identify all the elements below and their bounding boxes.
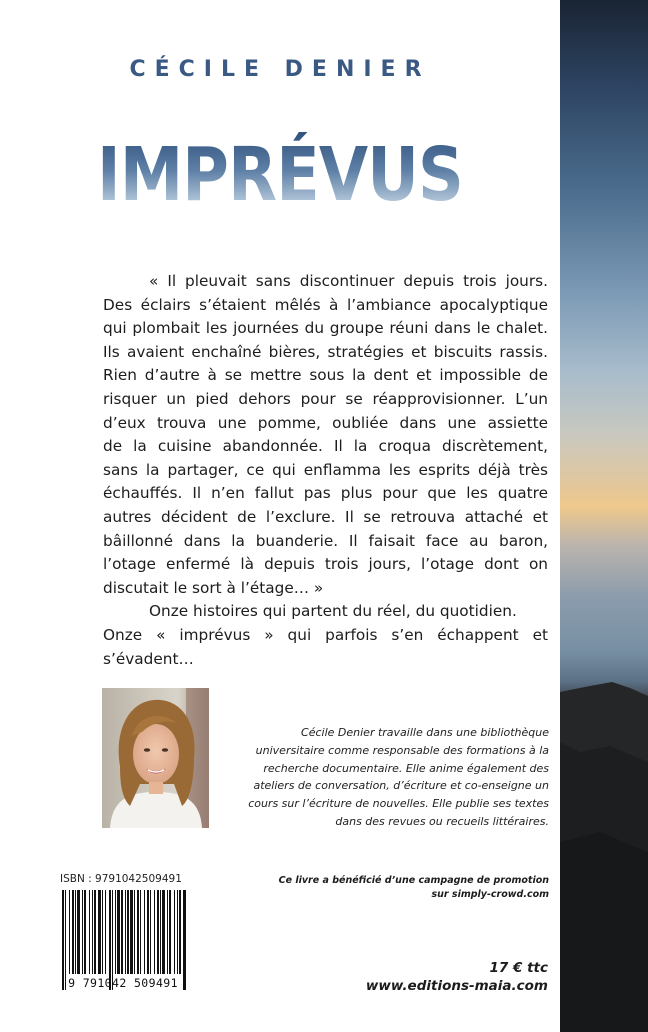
isbn-label: ISBN : 9791042509491 <box>60 873 182 885</box>
promotion-line: Ce livre a bénéficié d’une campagne de promotion <box>278 875 549 886</box>
bio-line: ateliers de conversation, d’écriture et co-enseigne un <box>253 779 549 793</box>
barcode-bar <box>92 890 93 974</box>
barcode-bar <box>105 890 106 974</box>
barcode-bar <box>98 890 101 974</box>
mountain-silhouette <box>560 682 648 1032</box>
barcode-bar <box>137 890 139 974</box>
barcode-bar <box>144 890 145 974</box>
barcode-bar <box>69 890 70 974</box>
blurb-line: Ils avaient enchaîné bières, stratégies et biscuits rassis. <box>103 342 548 361</box>
bio-line: Cécile Denier travaille dans une bibliothèque <box>301 726 549 739</box>
barcode-bar <box>62 890 64 990</box>
barcode-bar <box>130 890 133 974</box>
barcode-bar <box>140 890 141 974</box>
blurb-line: Onze « imprévus » qui parfois s’en échappent et <box>103 625 548 644</box>
barcode-bar <box>82 890 83 974</box>
barcode-bar <box>169 890 171 974</box>
barcode-bar <box>115 890 116 974</box>
barcode-bar <box>117 890 120 974</box>
author-photo <box>102 688 209 828</box>
bio-line: cours sur l’écriture de nouvelles. Elle publie ses textes <box>248 797 549 811</box>
promotion-line: sur simply-crowd.com <box>431 889 549 900</box>
blurb-line: d’eux trouva une pomme, oubliée dans une assiette <box>103 413 548 432</box>
barcode-bar <box>160 890 161 974</box>
author-portrait-image <box>102 688 209 828</box>
barcode-bar <box>162 890 165 974</box>
blurb-line: Des éclairs s’étaient mêlés à l’ambiance apocalyptique <box>103 295 548 314</box>
barcode-bar <box>134 890 135 974</box>
barcode-bar <box>72 890 74 974</box>
barcode-bar <box>177 890 178 974</box>
blurb-line: qui plombait les journées du groupe réuni dans le chalet. <box>103 319 548 338</box>
barcode-bar <box>127 890 129 974</box>
blurb-line: discutait le sort à l’étage… » <box>103 578 324 597</box>
barcode-bar <box>154 890 155 974</box>
barcode-bar <box>102 890 103 974</box>
barcode-bar <box>77 890 80 974</box>
barcode-bar <box>147 890 149 974</box>
barcode-bar <box>94 890 96 974</box>
author-bio <box>228 724 549 831</box>
blurb-line: autres décident de l’exclure. Il se retrouva attaché et <box>103 507 548 526</box>
barcode-bar <box>84 890 86 974</box>
barcode-bar <box>121 890 123 974</box>
blurb-line: l’otage enfermé là depuis trois jours, l’otage dont on <box>103 555 548 574</box>
bio-line: recherche documentaire. Elle anime également des <box>263 761 549 775</box>
barcode-bar <box>174 890 175 974</box>
barcode-bar <box>150 890 151 974</box>
barcode-bar <box>109 890 111 990</box>
blurb-text <box>103 270 548 671</box>
blurb-line: de la cuisine abandonnée. Il la croqua discrètement, <box>103 437 548 456</box>
barcode-bar <box>167 890 168 974</box>
blurb-line: Onze histoires qui partent du réel, du quotidien. <box>149 602 517 621</box>
bio-line: universitaire comme responsable des formations à la <box>255 743 549 757</box>
book-title: IMPRÉVUS <box>39 132 521 218</box>
blurb-line: Rien d’autre à se mettre sous la dent et impossible de <box>103 366 548 385</box>
publisher-website: www.editions-maia.com <box>365 978 548 994</box>
barcode-digits: 9 791042 509491 <box>68 976 178 990</box>
blurb-line: « Il pleuvait sans discontinuer depuis trois jours. <box>149 272 548 290</box>
barcode-bar <box>112 890 113 990</box>
blurb-line: échauffés. Il n’en fallut pas plus pour que les quatre <box>103 484 548 503</box>
barcode-bar <box>89 890 90 974</box>
barcode-bar <box>65 890 66 990</box>
bio-line: dans des revues ou recueils littéraires. <box>335 814 549 828</box>
price: 17 € ttc <box>489 960 548 976</box>
barcode-bar <box>75 890 76 974</box>
promotion-note <box>262 874 549 902</box>
blurb-line: sans la partager, ce qui enflamma les esprits déjà très <box>103 460 548 479</box>
blurb-line: bâillonné dans la buanderie. Il faisait face au baron, <box>103 531 548 550</box>
author-name: CÉCILE DENIER <box>129 57 431 82</box>
barcode-bar <box>183 890 186 990</box>
barcode-bar <box>125 890 126 974</box>
blurb-line: s’évadent… <box>103 649 194 668</box>
barcode-bar <box>157 890 159 974</box>
blurb-line: risquer un pied dehors pour se réapprovisionner. L’un <box>103 389 548 408</box>
sky-photo-strip <box>560 0 648 1032</box>
barcode-bar <box>179 890 181 974</box>
